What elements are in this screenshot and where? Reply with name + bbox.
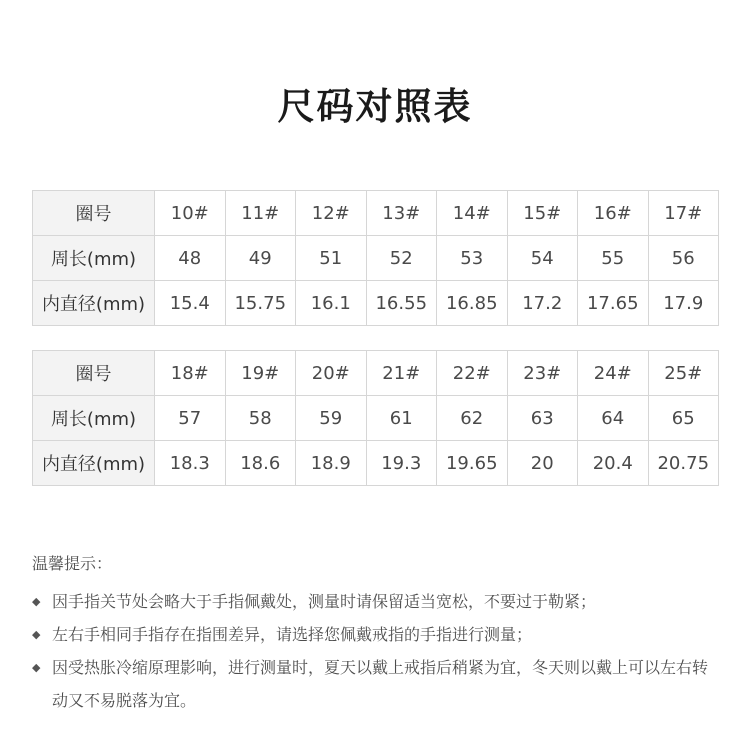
table-cell: 16.55 [366, 281, 437, 326]
table-cell: 14# [437, 191, 508, 236]
size-table-1 [32, 190, 719, 326]
table-cell: 61 [366, 396, 437, 441]
table-cell: 48 [155, 236, 226, 281]
table-cell: 17.2 [507, 281, 578, 326]
table-cell: 20.4 [578, 441, 649, 486]
tip-item [32, 651, 722, 717]
table-cell: 11# [225, 191, 296, 236]
ring-number-row [33, 191, 719, 236]
ring-number-row [33, 351, 719, 396]
table-cell: 21# [366, 351, 437, 396]
circumference-row [33, 236, 719, 281]
table-cell: 52 [366, 236, 437, 281]
table-cell: 53 [437, 236, 508, 281]
diamond-icon: ◆ [32, 628, 41, 641]
table-cell: 63 [507, 396, 578, 441]
table-cell: 51 [296, 236, 367, 281]
table-cell: 18.9 [296, 441, 367, 486]
table-cell: 15.75 [225, 281, 296, 326]
table-cell: 16.85 [437, 281, 508, 326]
inner-diameter-row [33, 281, 719, 326]
tip-text: 因受热胀冷缩原理影响，进行测量时，夏天以戴上戒指后稍紧为宜，冬天则以戴上可以左右转动又不易脱落为宜。 [52, 658, 709, 710]
size-table-2 [32, 350, 719, 486]
table-cell: 18.6 [225, 441, 296, 486]
row-header: 圈号 [33, 191, 155, 236]
table-cell: 17# [648, 191, 719, 236]
table-cell: 13# [366, 191, 437, 236]
table-cell: 17.9 [648, 281, 719, 326]
table-cell: 56 [648, 236, 719, 281]
diamond-icon: ◆ [32, 595, 41, 608]
tip-item [32, 618, 722, 651]
row-header: 内直径(mm) [33, 281, 155, 326]
page-title: 尺码对照表 [277, 84, 473, 128]
table-cell: 15# [507, 191, 578, 236]
table-cell: 25# [648, 351, 719, 396]
row-header: 内直径(mm) [33, 441, 155, 486]
table-cell: 19.65 [437, 441, 508, 486]
circumference-row [33, 396, 719, 441]
table-cell: 54 [507, 236, 578, 281]
tip-text: 左右手相同手指存在指围差异，请选择您佩戴戒指的手指进行测量； [52, 625, 533, 644]
table-cell: 57 [155, 396, 226, 441]
table-cell: 55 [578, 236, 649, 281]
table-cell: 65 [648, 396, 719, 441]
row-header: 周长(mm) [33, 236, 155, 281]
table-cell: 17.65 [578, 281, 649, 326]
tip-text: 因手指关节处会略大于手指佩戴处，测量时请保留适当宽松，不要过于勒紧； [52, 592, 597, 611]
tip-item [32, 585, 722, 618]
table-cell: 18.3 [155, 441, 226, 486]
table-cell: 20 [507, 441, 578, 486]
table-cell: 59 [296, 396, 367, 441]
table-cell: 15.4 [155, 281, 226, 326]
tips-title: 温馨提示： [32, 554, 113, 573]
table-cell: 22# [437, 351, 508, 396]
table-cell: 10# [155, 191, 226, 236]
tips-section [32, 552, 722, 717]
table-cell: 58 [225, 396, 296, 441]
table-cell: 49 [225, 236, 296, 281]
table-cell: 16# [578, 191, 649, 236]
table-cell: 20# [296, 351, 367, 396]
diamond-icon: ◆ [32, 661, 41, 674]
row-header: 周长(mm) [33, 396, 155, 441]
table-cell: 62 [437, 396, 508, 441]
table-cell: 20.75 [648, 441, 719, 486]
table-cell: 16.1 [296, 281, 367, 326]
table-cell: 12# [296, 191, 367, 236]
table-cell: 24# [578, 351, 649, 396]
table-cell: 18# [155, 351, 226, 396]
table-cell: 19.3 [366, 441, 437, 486]
table-cell: 64 [578, 396, 649, 441]
table-cell: 23# [507, 351, 578, 396]
table-cell: 19# [225, 351, 296, 396]
inner-diameter-row [33, 441, 719, 486]
row-header: 圈号 [33, 351, 155, 396]
